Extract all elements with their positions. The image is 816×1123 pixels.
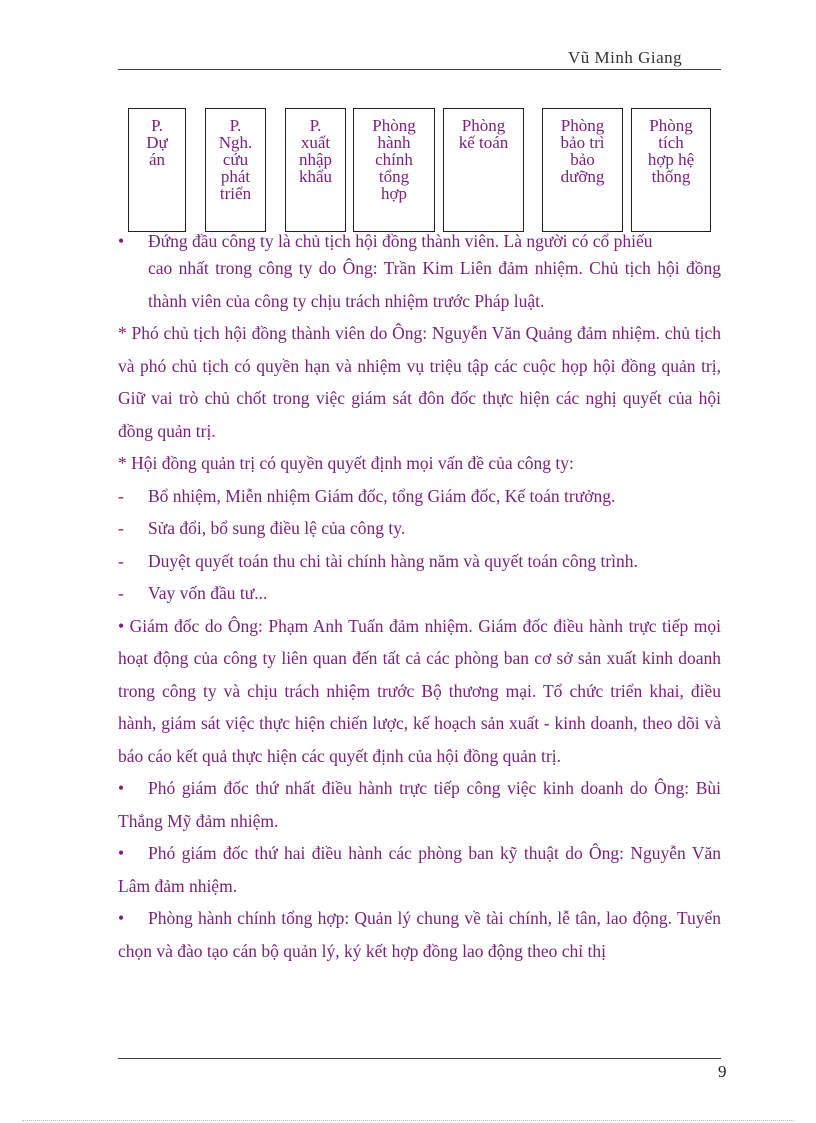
org-box-line: hành — [377, 133, 411, 152]
page-number: 9 — [718, 1062, 727, 1081]
list-item — [118, 480, 721, 513]
list-item-text: Bổ nhiệm, Miễn nhiệm Giám đốc, tổng Giám đốc, Kế toán trưởng. — [148, 485, 616, 506]
bullet-icon: • — [118, 843, 125, 863]
org-box-line: bảo trì — [560, 133, 605, 152]
paragraph-chairman-first-line — [118, 225, 721, 252]
paragraph-vice-chairman: * Phó chủ tịch hội đồng thành viên do Ông: Nguyễn Văn Quảng đảm nhiệm. chủ tịch và phó chủ tịch có quyền hạn và nhiệm vụ triệu tập các cuộc họp hội đồng quản trị, Giữ vai trò chủ chốt trong việc giám sát đôn đốc thực hiện các nghị quyết của hội đồng quản trị. — [118, 323, 721, 441]
org-box-tich-hop — [631, 108, 711, 232]
org-box-line: Dự — [146, 133, 168, 152]
org-box-line: P. — [309, 116, 322, 135]
page-header-author: Vũ Minh Giang — [568, 48, 683, 67]
org-box-line: bảo — [570, 150, 595, 169]
org-box-ke-toan — [443, 108, 524, 232]
paragraph-text: Phó giám đốc thứ nhất điều hành trực tiếp công việc kinh doanh do Ông: Bùi Thắng Mỹ đảm nhiệm. — [118, 778, 721, 831]
footer-rule — [118, 1058, 721, 1059]
bullet-icon: • — [118, 908, 125, 928]
paragraph-text: Phòng hành chính tổng hợp: Quản lý chung về tài chính, lễ tân, lao động. Tuyển chọn và đào tạo cán bộ quản lý, ký kết hợp đồng lao động theo chỉ thị — [118, 908, 721, 961]
list-item-text: Sửa đổi, bổ sung điều lệ của công ty. — [148, 518, 406, 538]
list-item-text: Vay vốn đầu tư... — [148, 583, 268, 603]
list-item — [118, 512, 721, 545]
paragraph-text: Giám đốc do Ông: Phạm Anh Tuấn đảm nhiệm. Giám đốc điều hành trực tiếp mọi hoạt động của công ty liên quan đến tất cả các phòng ban cơ sở sản xuất kinh doanh trong công ty và chịu trách nhiệm trước Bộ thương mại. Tổ chức triển khai, điều hành, giám sát việc thực hiện chiến lược, kế hoạch sản xuất - kinh doanh, theo dõi và báo cáo kết quả thực hiện các quyết định của hội đồng quản trị. — [118, 615, 722, 766]
org-box-line: P. — [151, 116, 163, 135]
org-box-xuat-nhap-khau — [285, 108, 346, 232]
org-box-line: nhập — [298, 150, 333, 169]
dash-icon: - — [118, 518, 124, 538]
list-item-text: Duyệt quyết toán thu chi tài chính hàng năm và quyết toán công trình. — [148, 550, 638, 571]
paragraph-admin-dept — [118, 902, 721, 967]
bullet-icon: • — [118, 231, 125, 251]
paragraph-first-deputy — [118, 772, 721, 837]
paragraph-second-deputy — [118, 837, 721, 902]
org-box-line: tích — [658, 133, 684, 152]
dash-icon: - — [118, 485, 124, 506]
body-text — [118, 252, 721, 967]
org-box-line: thống — [651, 167, 691, 186]
paragraph-chairman: cao nhất trong công ty do Ông: Trần Kim Liên đảm nhiệm. Chủ tịch hội đồng thành viên của công ty chịu trách nhiệm trước Pháp luật. — [148, 258, 721, 311]
list-item — [118, 577, 721, 610]
paragraph-director — [118, 610, 721, 773]
org-box-line: P. — [229, 116, 242, 135]
org-box-line: Phòng — [372, 116, 416, 135]
org-box-line: Ngh. — [218, 133, 253, 152]
org-box-line: triển — [219, 184, 252, 203]
header-rule — [118, 69, 721, 70]
org-box-bao-tri — [542, 108, 623, 232]
org-box-line: tổng — [378, 167, 410, 186]
org-box-line: chính — [375, 150, 413, 169]
paragraph-text: Phó giám đốc thứ hai điều hành các phòng ban kỹ thuật do Ông: Nguyễn Văn Lâm đảm nhiệm. — [118, 843, 721, 896]
org-box-line: hợp hệ — [647, 150, 695, 169]
bullet-icon: • — [118, 615, 125, 636]
org-box-line: Phòng — [649, 116, 693, 135]
org-box-line: Phòng — [560, 116, 605, 135]
org-box-line: kế toán — [458, 133, 509, 152]
page-edge-dotted-line — [22, 1120, 794, 1121]
paragraph-text: Đứng đầu công ty là chủ tịch hội đồng thành viên. Là người có cổ phiếu — [148, 231, 653, 251]
org-box-line: dưỡng — [560, 167, 605, 186]
first-line-clip — [118, 222, 721, 252]
dash-icon: - — [118, 583, 124, 603]
dash-icon: - — [118, 550, 124, 571]
org-box-line: xuất — [300, 133, 331, 152]
org-box-hanh-chinh — [353, 108, 435, 232]
org-box-line: Phòng — [461, 116, 506, 135]
org-box-nghien-cuu — [205, 108, 266, 232]
list-item — [118, 545, 721, 578]
org-box-line: khẩu — [298, 167, 333, 186]
org-box-line: phát — [220, 167, 251, 186]
paragraph-board-powers: * Hội đồng quản trị có quyền quyết định mọi vấn đề của công ty: — [118, 453, 574, 473]
org-box-line: án — [148, 150, 166, 169]
org-box-du-an — [128, 108, 186, 232]
bullet-icon: • — [118, 778, 125, 798]
org-box-line: hợp — [381, 184, 407, 203]
org-box-line: cứu — [222, 150, 249, 169]
